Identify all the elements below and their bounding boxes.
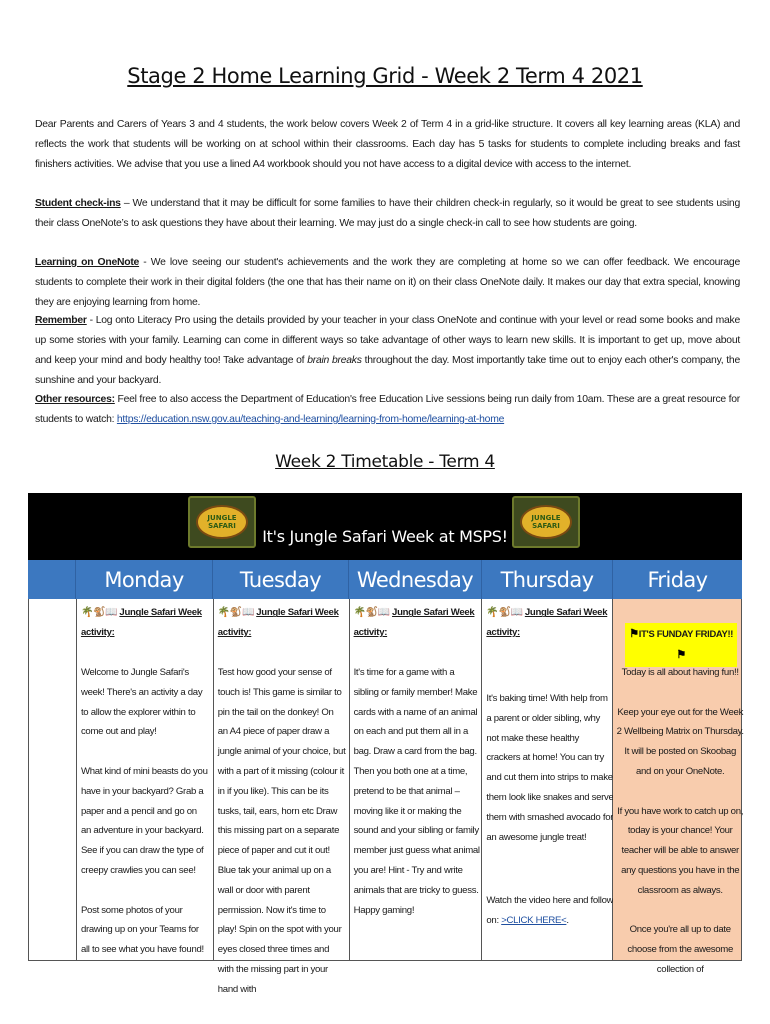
checkins-paragraph [35,194,740,234]
checkins-label: Student check-ins [35,198,121,209]
day-header-thursday: Thursday [482,560,613,599]
thursday-text-2 [486,891,614,931]
friday-text-2: Keep your eye out for the Week 2 Wellbeing Matrix on Thursday. It will be posted on Skoobag and on your OneNote. [616,706,744,777]
wednesday-text-1: It's time for a game with a sibling or family member! Make cards with a name of an animal on each and put them all in a bag. Draw a card from the bag. Then you both one at a time, pretend to be that animal – moving like it or making the sound and your sibling or family member just guess what animal you are! Hint - Try and write animals that are tricky to guess. Happy gaming! [353,667,480,916]
logo-text-jungle: JUNGLE [207,514,237,522]
jungle-icons: 🌴🐒📖 [80,607,118,618]
jungle-icons: 🌴🐒📖 [217,607,255,618]
logo-text-safari: SAFARI [208,522,236,530]
day-header-monday: Monday [76,560,213,599]
onenote-paragraph [35,253,740,313]
intro-text: Dear Parents and Carers of Years 3 and 4 students, the work below covers Week 2 of Term 4 in a grid-like structure. It covers all key learning areas (KLA) and reflects the work that students will be working on at school within their classrooms. Each day has 5 tasks for students to complete including breaks and fast finishers activities. We advise that you use a lined A4 workbook should you not have access to a digital device with access to the internet. [35,119,740,170]
day-header-tuesday: Tuesday [213,560,349,599]
days-header-row [28,560,742,599]
click-here-link[interactable]: >CLICK HERE< [501,915,567,927]
thursday-text-end: . [566,915,569,927]
education-live-link[interactable]: https://education.nsw.gov.au/teaching-and-learning/learning-from-home/learning-at-home [116,414,505,425]
friday-cell [613,599,744,975]
timetable-title: Week 2 Timetable - Term 4 [275,452,495,472]
monday-text-3: Post some photos of your drawing up on your Teams for all to see what you have found! [80,904,204,956]
activity-heading [354,603,482,643]
day-header-friday: Friday [647,567,708,592]
tuesday-text-1: Test how good your sense of touch is! This game is similar to pin the tail on the donkey! On an A4 piece of paper draw a jungle animal of your choice, but with a part of it missing (colour it in if you like). This can be its tusks, tail, ears, horn etc Draw this missing part on a separate piece of paper and cut it out! Blue tak your animal up on a wall or door with parent permission. Now it's time to play! Spin on the spot with your eyes closed three times and with the missing part in your hand with [217,667,346,995]
friday-body [616,663,744,1000]
friday-text-3: If you have work to catch up on, today is your chance! Your teacher will be able to answer any questions you have in the classroom as always. [617,805,744,896]
jungle-icons: 🌴🐒📖 [353,607,391,618]
activity-title: Jungle Safari Week [256,607,339,619]
jungle-icons: 🌴🐒📖 [486,607,523,618]
thursday-video-text: Watch the video here and follow on: [486,895,614,927]
intro-paragraph [35,115,740,175]
activity-heading [81,603,209,643]
activity-title: Jungle Safari Week [524,607,608,619]
activity-label: activity: [486,627,520,639]
activity-heading [486,603,614,643]
tuesday-body [218,663,346,1019]
activity-heading [218,603,346,643]
thursday-text-1: It's baking time! With help from a parent or older sibling, why not make these healthy crackers at home! You can try and cut them into strips to make them look like snakes and serve them with smashed avocado for an awesome jungle treat! [486,693,614,843]
other-resources-label: Other resources: [35,394,115,405]
flag-icon: ⚑ [676,648,686,661]
remember-text: - Log onto Literacy Pro using the details provided by your teacher in your class OneNote and continue with your level or read some books and make up some stories with your family. Learning can come in different ways so take advantage of other ways to learn new skills. It is important to get up, move about and keep your mind and body healthy too! Take advantage of [35,315,740,366]
remember-label: Remember [35,315,87,326]
checkins-text: – We understand that it may be difficult for some families to have their children check-in regularly, so it would be great to see students using their class OneNote’s to ask questions they have about their learning. We may just do a single check-in call to see how students are going. [35,198,740,229]
flag-icon: ⚑ [629,628,639,640]
monday-text-1: Welcome to Jungle Safari's week! There's an activity a day to allow the explorer within to come out and play! [80,667,203,738]
day-header-wednesday: Wednesday [349,560,482,599]
activity-label: activity: [217,627,252,639]
thursday-body [486,689,614,951]
funday-text: IT'S FUNDAY FRIDAY!! [638,628,734,639]
onenote-text: - We love seeing our student's achievements and the work they are completing at home so we can offer feedback. We encourage students to complete their work in their digital folders (the one that has their name on it) on their class OneNote daily. It makes our day that extra special, knowing they are enjoying learning from home. [35,257,740,308]
activity-label: activity: [80,627,115,639]
monday-body [81,663,209,980]
brain-breaks-text: brain breaks [307,355,362,366]
activity-title: Jungle Safari Week [119,607,202,619]
remember-text-end: throughout the day. Most importantly take time out to enjoy each other's company, the sunshine and your backyard. [35,355,740,386]
remember-paragraph [35,311,740,391]
logo-text-jungle: JUNGLE [531,514,561,522]
friday-text-4: Once you're all up to date choose from the awesome collection of [627,924,733,975]
onenote-label: Learning on OneNote [35,257,140,268]
logo-text-safari: SAFARI [532,522,560,530]
monday-text-2: What kind of mini beasts do you have in your backyard? Grab a paper and a pencil and go on an adventure in your backyard. See if you can draw the type of creepy crawlies you can see! [80,765,208,876]
other-resources-paragraph [35,390,740,430]
activity-title: Jungle Safari Week [392,607,475,619]
funday-banner [625,623,737,667]
banner-heading: It's Jungle Safari Week at MSPS! [262,527,508,546]
day-header-blank [28,560,76,599]
row-label-cell [29,599,77,960]
wednesday-cell [350,599,483,960]
monday-cell [77,599,214,960]
timetable-grid [28,599,744,995]
other-resources-text: Feel free to also access the Department of Education's free Education Live sessions being run daily from 10am. These are a great resource for students to watch: [35,394,741,425]
activity-label: activity: [353,627,388,639]
jungle-safari-banner [28,493,742,560]
tuesday-cell [214,599,350,995]
wednesday-body [354,663,482,940]
thursday-cell [482,599,613,960]
document-title: Stage 2 Home Learning Grid - Week 2 Term 4 2021 [127,64,643,88]
friday-text-1: Today is all about having fun!! [621,667,739,678]
